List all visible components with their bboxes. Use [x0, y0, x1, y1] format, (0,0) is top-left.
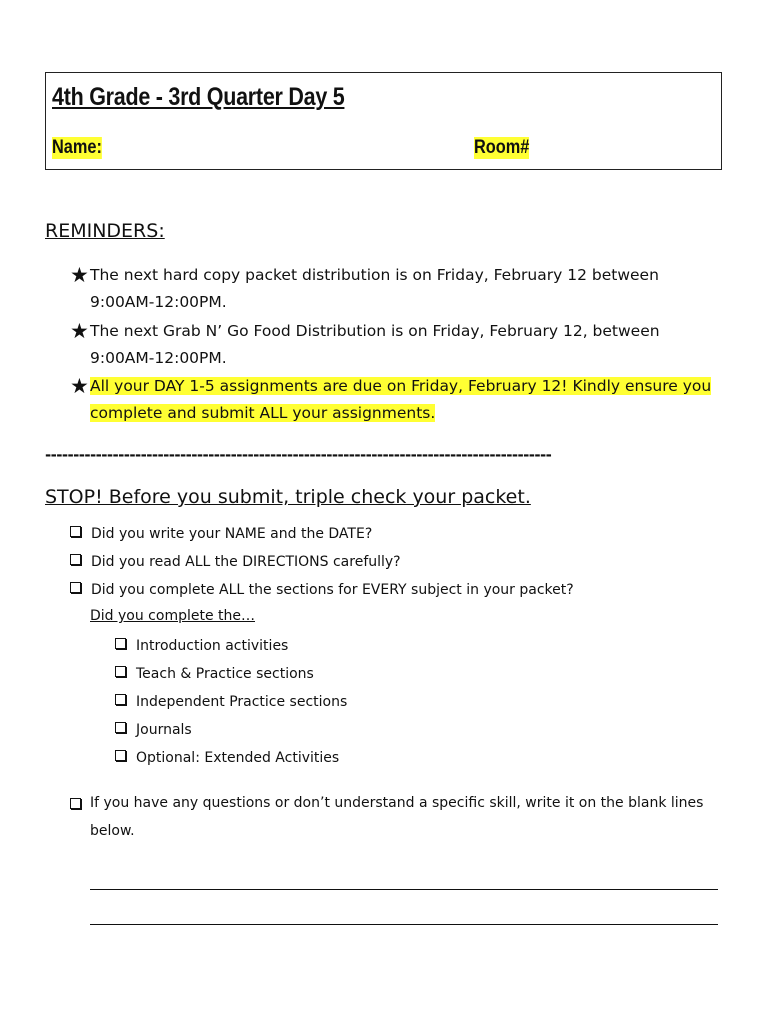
checkbox-icon	[115, 694, 126, 705]
reminder-item	[70, 262, 720, 316]
checkbox-icon	[115, 638, 126, 649]
reminder-item	[70, 318, 720, 372]
reminder-text: The next hard copy packet distribution is on Friday, February 12 between 9:00AM-12:00PM.	[90, 266, 659, 311]
sub-checklist-item: Teach & Practice sections	[115, 664, 314, 684]
name-label: Name:	[52, 137, 102, 158]
checkbox-icon	[70, 526, 81, 537]
sub-checklist-item: Journals	[115, 720, 192, 740]
checkbox-icon	[70, 582, 81, 593]
checkbox-icon	[70, 798, 81, 809]
star-icon: ★	[70, 374, 89, 398]
reminder-item	[70, 373, 720, 427]
reminder-text	[90, 373, 720, 427]
checklist-item: Did you write your NAME and the DATE?	[70, 524, 372, 544]
checkbox-icon	[115, 750, 126, 761]
separator-line: ------------------------------------------------------------------------------------------	[45, 446, 552, 464]
checklist-item: Did you read ALL the DIRECTIONS carefully?	[70, 552, 401, 572]
checklist-heading: STOP! Before you submit, triple check your packet.	[45, 486, 531, 508]
checkbox-icon	[115, 666, 126, 677]
sub-checklist-item: Introduction activities	[115, 636, 288, 656]
star-icon: ★	[70, 319, 89, 343]
checkbox-icon	[115, 722, 126, 733]
header-box	[45, 72, 722, 170]
checklist-item: Did you complete ALL the sections for EVERY subject in your packet?	[70, 580, 574, 600]
reminder-highlight: All your DAY 1-5 assignments are due on Friday, February 12! Kindly ensure you complete and submit ALL your assignments.	[90, 377, 712, 422]
reminders-heading: REMINDERS:	[45, 220, 165, 242]
reminder-text: The next Grab N’ Go Food Distribution is on Friday, February 12, between 9:00AM-12:00PM.	[90, 322, 660, 367]
star-icon: ★	[70, 263, 89, 287]
page-title: 4th Grade - 3rd Quarter Day 5	[52, 83, 345, 111]
blank-answer-line[interactable]	[90, 889, 718, 890]
checkbox-icon	[70, 554, 81, 565]
sub-checklist-item: Independent Practice sections	[115, 692, 347, 712]
checklist-item-questions: If you have any questions or don’t understand a specific skill, write it on the blank lines below.	[70, 789, 720, 845]
blank-answer-line[interactable]	[90, 924, 718, 925]
sub-checklist-item: Optional: Extended Activities	[115, 748, 339, 768]
room-label: Room#	[474, 137, 530, 158]
sub-checklist-heading: Did you complete the…	[90, 608, 255, 624]
